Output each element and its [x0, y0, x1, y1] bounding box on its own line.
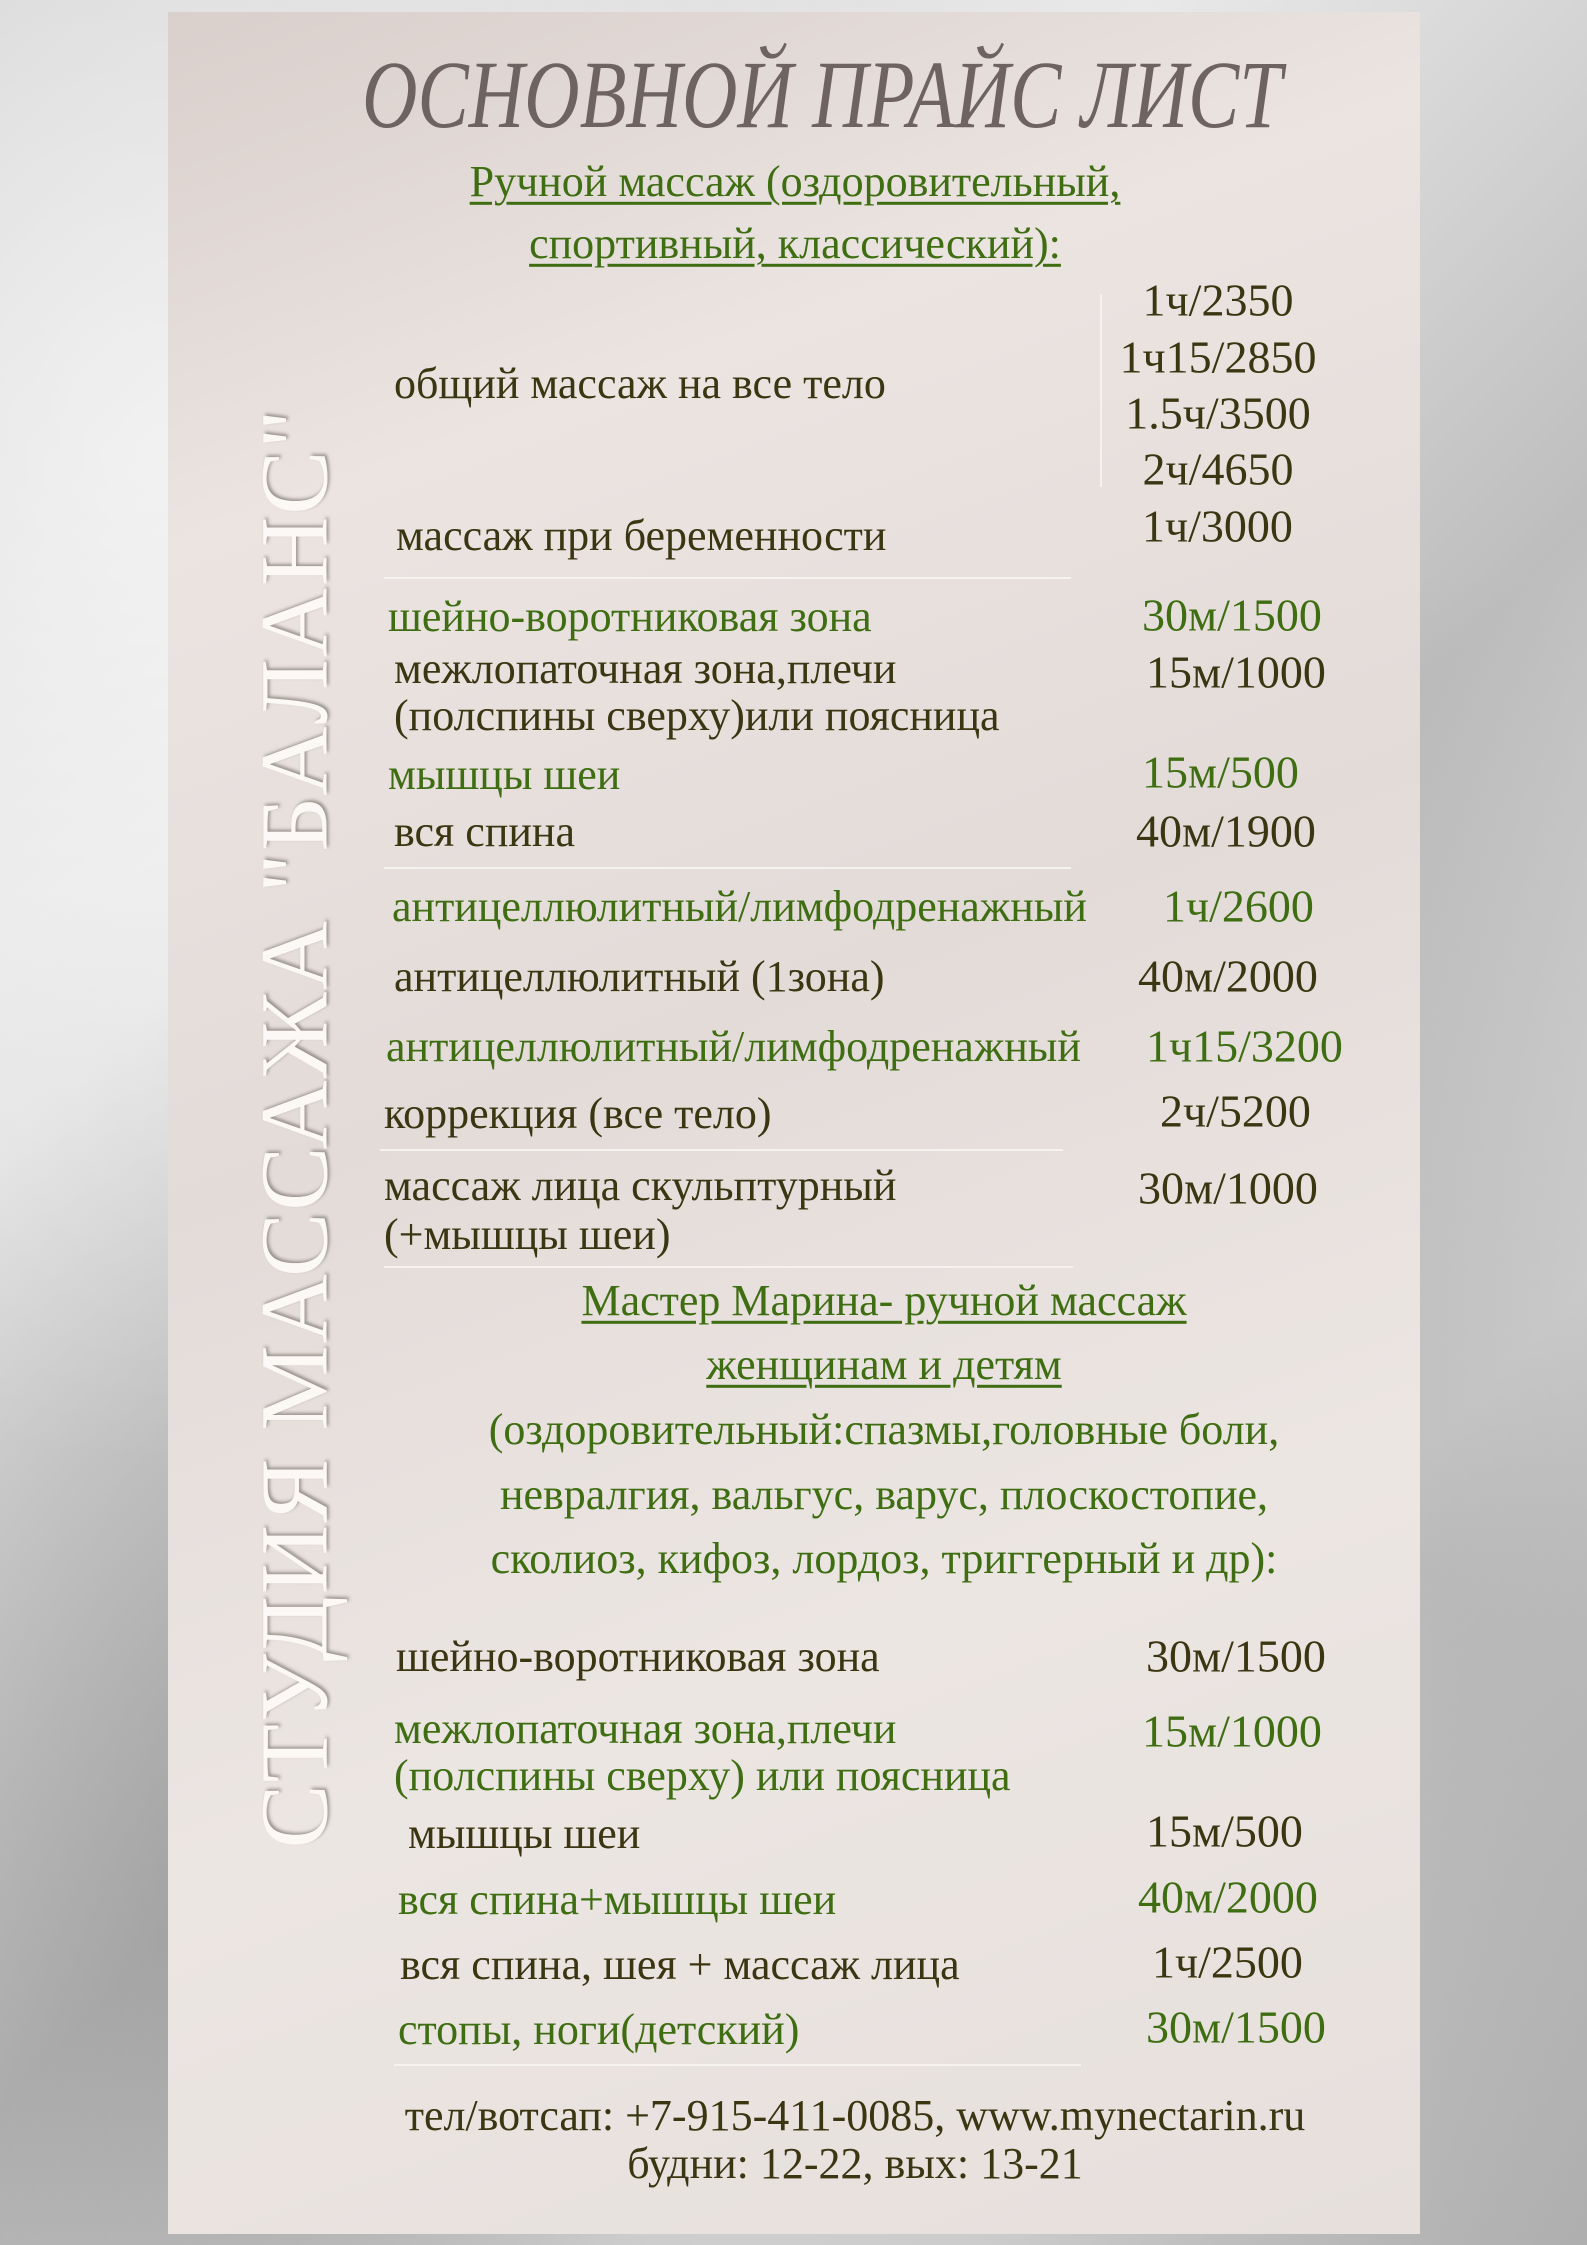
section2-heading: женщинам и детям: [706, 1339, 1062, 1389]
price: 1ч15/3200: [1146, 1020, 1343, 1072]
section1-heading: Ручной массаж (оздоровительный,: [469, 156, 1121, 206]
price: 15м/1000: [1146, 646, 1326, 698]
price: 30м/1500: [1146, 1630, 1326, 1682]
price: 2ч/4650: [1142, 443, 1294, 495]
price: 1ч/2500: [1152, 1936, 1303, 1988]
studio-name-vertical: СТУДИЯ МАССАЖА "БАЛАНС": [240, 407, 348, 1849]
section2-description: сколиоз, кифоз, лордоз, триггерный и др):: [490, 1533, 1278, 1583]
service-label: мышцы шеи: [408, 1808, 641, 1858]
service-label: коррекция (все тело): [384, 1088, 772, 1138]
price: 15м/500: [1142, 746, 1299, 798]
service-label: антицеллюлитный/лимфодренажный: [386, 1021, 1081, 1071]
service-label: массаж лица скульптурный: [384, 1160, 897, 1210]
divider: [384, 1266, 1073, 1268]
price: 40м/2000: [1138, 950, 1318, 1002]
service-label: антицеллюлитный (1зона): [394, 951, 885, 1001]
service-label: шейно-воротниковая зона: [396, 1631, 880, 1681]
contacts: тел/вотсап: +7-915-411-0085, www.mynectarin.ru: [404, 2090, 1306, 2140]
price: 40м/2000: [1138, 1871, 1318, 1923]
price: 1ч/2350: [1142, 274, 1294, 326]
price: 40м/1900: [1136, 805, 1316, 857]
price: 15м/500: [1146, 1805, 1303, 1857]
service-label: вся спина+мышцы шеи: [398, 1874, 837, 1924]
service-label: общий массаж на все тело: [394, 358, 886, 408]
price: 30м/1500: [1142, 589, 1322, 641]
service-label-line2: (+мышцы шеи): [384, 1209, 671, 1259]
price: 1ч15/2850: [1119, 331, 1317, 383]
price: 30м/1500: [1146, 2001, 1326, 2053]
service-label: межлопаточная зона,плечи: [394, 1703, 897, 1753]
service-label-line2: (полспины сверху)или поясница: [394, 690, 1000, 740]
price: 15м/1000: [1142, 1705, 1322, 1757]
price: 2ч/5200: [1160, 1085, 1311, 1137]
price: 1ч/2600: [1163, 880, 1314, 932]
section2-heading: Мастер Марина- ручной массаж: [581, 1275, 1187, 1325]
section1-heading: спортивный, классический):: [529, 218, 1061, 268]
page-title: ОСНОВНОЙ ПРАЙС ЛИСТ: [362, 41, 1282, 148]
service-label: шейно-воротниковая зона: [388, 591, 872, 641]
price: 1ч/3000: [1142, 500, 1293, 552]
service-label: мышцы шеи: [388, 749, 621, 799]
service-label: межлопаточная зона,плечи: [394, 643, 897, 693]
section2-description: невралгия, вальгус, варус, плоскостопие,: [499, 1469, 1269, 1519]
service-label-line2: (полспины сверху) или поясница: [394, 1750, 1011, 1800]
divider: [384, 867, 1071, 869]
divider: [384, 577, 1071, 579]
service-label: антицеллюлитный/лимфодренажный: [392, 881, 1087, 931]
section2-description: (оздоровительный:спазмы,головные боли,: [488, 1404, 1280, 1454]
service-label: вся спина, шея + массаж лица: [400, 1939, 960, 1989]
divider: [380, 1149, 1063, 1151]
service-label: вся спина: [394, 806, 575, 856]
price: 1.5ч/3500: [1125, 387, 1311, 439]
working-hours: будни: 12-22, вых: 13-21: [627, 2138, 1083, 2188]
service-label: массаж при беременности: [396, 510, 887, 560]
divider: [394, 2064, 1081, 2066]
service-label: стопы, ноги(детский): [398, 2004, 800, 2054]
divider: [1100, 294, 1102, 487]
price: 30м/1000: [1138, 1162, 1318, 1214]
